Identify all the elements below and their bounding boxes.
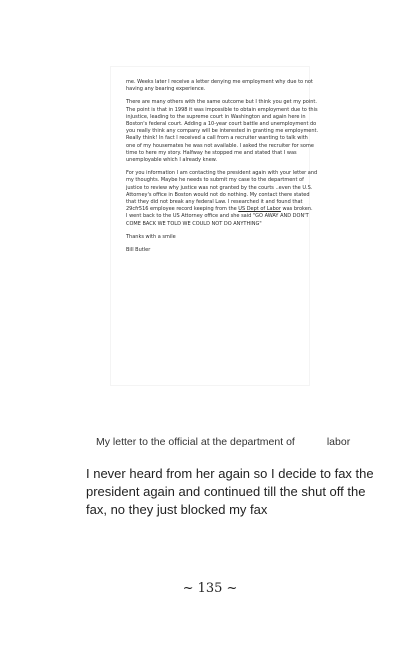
body-paragraph: I never heard from her again so I decide to fax the president again and continued till the shut off the fax, no they just blocked my fax: [86, 466, 374, 517]
image-caption: [96, 436, 376, 448]
letter-underlined-dept: US Dept of Labor: [238, 206, 281, 213]
letter-paragraph-3-start: For you information I am contacting the president again with your letter and my thoughts. Maybe he needs to submit my case to the department of justice to review why justice was not granted by the courts ..even the U.S. Attorney's office in Boston would not do nothing. My contact there stated that they did not break any federal Law. I researched it and found that 29cfr516 employee record keeping from the: [126, 170, 318, 213]
letter-paragraph-2: There are many others with the same outcome but I think you get my point. The point is that in 1998 it was impossible to obtain employment due to this injustice, leading to the supreme court in Washington and again here in Boston's federal court. Adding a 10-year court battle and unemployment do you really think any company will be interested in granting me employment. Really think! In fact I received a call from a recruiter wanting to talk with one of my housemates he was not available. I asked the recruiter for some time to here my story. Halfway he stopped me and stated that I was unemployable which I already knew.: [126, 99, 319, 164]
caption-part-1: My letter to the official at the department of: [96, 436, 295, 448]
letter-closing: Thanks with a smile: [126, 233, 176, 240]
letter-signature: Bill Butler: [126, 247, 151, 254]
letter-paragraph-3: [126, 170, 381, 228]
letter-paragraph-3-end: was broken. I went back to the US Attorney office and she said "GO AWAY AND DON'T COME BACK WE TOLD WE COULD NOT DO ANYTHING": [126, 206, 313, 227]
letter-body: [126, 79, 381, 260]
letter-scan: [110, 66, 319, 386]
page-number: ~ 135 ~: [182, 581, 238, 596]
caption-part-2: labor: [326, 436, 351, 448]
letter-paragraph-1: me. Weeks later I receive a letter denying me employment why due to not having any bearing experience.: [126, 79, 313, 93]
